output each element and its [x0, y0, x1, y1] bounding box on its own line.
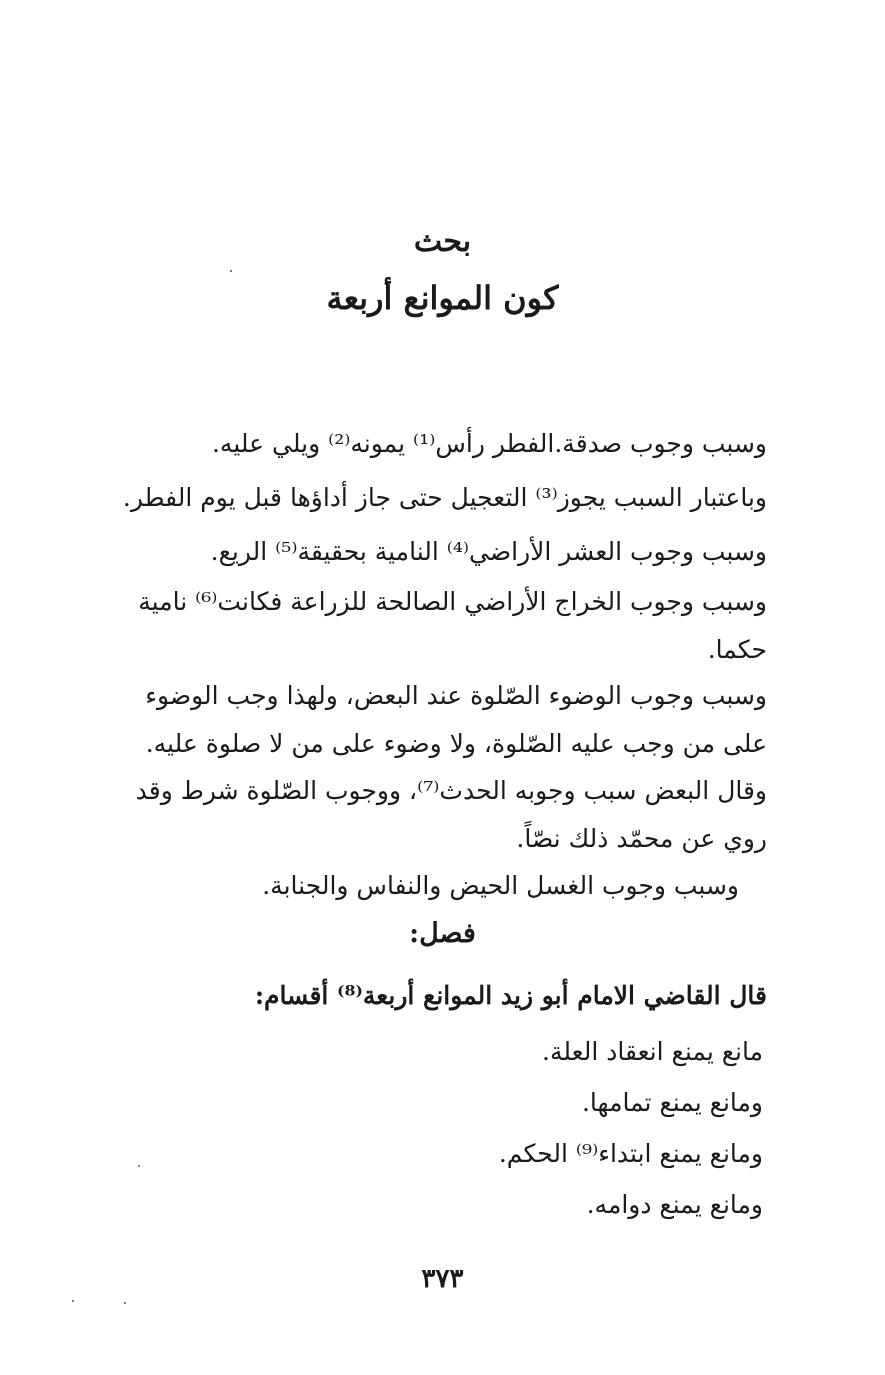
section-intro: قال القاضي الامام أبو زيد الموانع أربعة⁽⁸⁾ أقسام:	[254, 981, 767, 1010]
chapter-subtitle: كون الموانع أربعة	[326, 279, 559, 317]
paragraph-line: حكما.	[707, 635, 767, 664]
paragraph-line: وباعتبار السبب يجوز⁽³⁾ التعجيل حتى جاز أداؤها قبل يوم الفطر.	[122, 483, 767, 512]
paper-speck	[124, 1302, 126, 1304]
paragraph-line: وسبب وجوب صدقة.الفطر رأس⁽¹⁾ يمونه⁽²⁾ ويلي عليه.	[211, 429, 767, 458]
chapter-heading: بحث	[413, 224, 472, 259]
paragraph-line: على من وجب عليه الصّلوة، ولا وضوء على من لا صلوة عليه.	[145, 729, 767, 758]
paragraph-line: وقال البعض سبب وجوبه الحدث⁽⁷⁾، ووجوب الصّلوة شرط وقد	[135, 776, 767, 805]
list-item: ومانع يمنع ابتداء⁽⁹⁾ الحكم.	[498, 1139, 763, 1168]
paragraph-line: وسبب وجوب الوضوء الصّلوة عند البعض، ولهذا وجب الوضوء	[145, 681, 767, 710]
list-item: ومانع يمنع تمامها.	[581, 1088, 763, 1117]
paragraph-line: وسبب وجوب الخراج الأراضي الصالحة للزراعة فكانت⁽⁶⁾ نامية	[138, 587, 767, 616]
paper-speck	[230, 270, 232, 272]
section-heading: فصل:	[409, 918, 476, 949]
paragraph-line: وسبب وجوب العشر الأراضي⁽⁴⁾ النامية بحقيقة⁽⁵⁾ الريع.	[210, 537, 767, 566]
page-number: ٣٧٣	[421, 1264, 464, 1294]
paper-speck	[72, 1300, 74, 1302]
paragraph-line: روي عن محمّد ذلك نصّاً.	[516, 824, 767, 853]
paragraph-line: وسبب وجوب الغسل الحيض والنفاس والجنابة.	[262, 871, 739, 900]
list-item: ومانع يمنع دوامه.	[586, 1190, 763, 1219]
list-item: مانع يمنع انعقاد العلة.	[542, 1037, 763, 1066]
paper-speck	[138, 1165, 140, 1167]
